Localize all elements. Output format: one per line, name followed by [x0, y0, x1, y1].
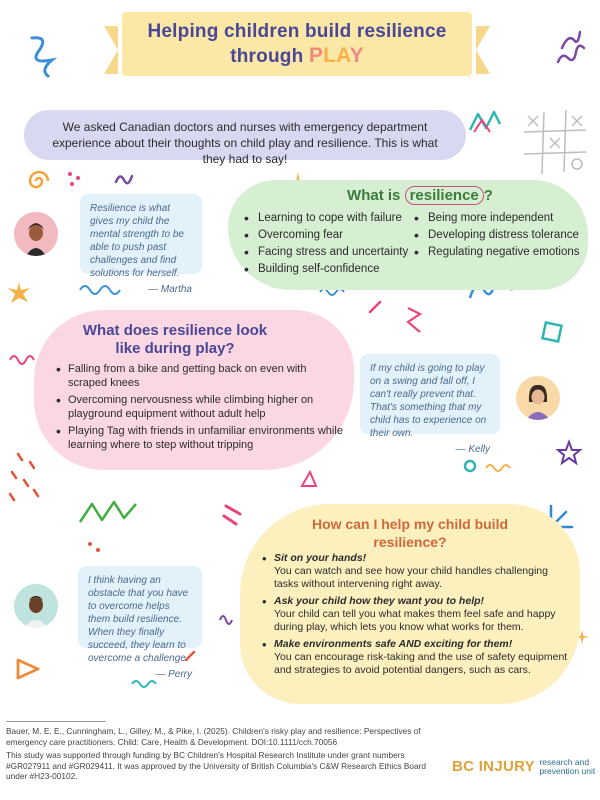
- list-item: • Regulating negative emotions: [414, 244, 580, 261]
- star-burst-icon: [6, 280, 32, 306]
- tip-heading: • Sit on your hands!: [274, 552, 367, 564]
- person-icon: [14, 212, 58, 256]
- quote-text: Resilience is what gives my child the mental strength to be able to push past challenges and find solutions for herself.: [90, 203, 184, 279]
- heading-prefix: What is: [347, 187, 401, 204]
- dots-pink-icon: [66, 170, 84, 188]
- logo-bc: BC: [452, 758, 475, 776]
- page-title-line2: [122, 44, 472, 69]
- logo-sub-line1: research and: [539, 757, 590, 767]
- title-play-letter: Y: [349, 44, 364, 67]
- quote-kelly: [360, 354, 500, 455]
- dashes-red-icon: [4, 450, 44, 510]
- tip-heading: • Make environments safe AND exciting for them!: [274, 638, 513, 650]
- title-through: through: [230, 46, 304, 67]
- person-icon: [14, 584, 58, 628]
- help-tips: [262, 552, 572, 681]
- quote-perry: [78, 566, 202, 680]
- list-item: • Overcoming nervousness while climbing higher on playground equipment without adult help: [56, 393, 346, 421]
- wave-orange-icon: [484, 460, 514, 474]
- page-title-line1: Helping children build resilience: [147, 21, 447, 42]
- tip-body: You can watch and see how your child handles challenging tasks without intervening right away.: [274, 565, 548, 590]
- dashes-pink-icon: [222, 500, 246, 526]
- zigzag-teal-icon: [468, 108, 502, 134]
- quote-martha: [80, 194, 202, 295]
- avatar-kelly: [516, 376, 560, 420]
- resilience-list-col1: [244, 210, 408, 278]
- title-play-letter: A: [336, 44, 350, 67]
- zigzag-green-icon: [78, 496, 138, 532]
- logo-sub-line2: prevention unit: [539, 766, 596, 776]
- tip-item: [262, 552, 572, 591]
- title-banner: [122, 12, 472, 76]
- quote-author: — Martha: [148, 284, 192, 295]
- help-heading: How can I help my child build resilience?: [311, 516, 509, 550]
- tic-tac-toe-icon: [520, 108, 590, 178]
- avatar-perry: [14, 584, 58, 628]
- play-list: [56, 362, 346, 455]
- star-outline-icon: [556, 440, 582, 466]
- list-item: • Building self-confidence: [244, 261, 408, 278]
- triangle-pink-icon: [298, 468, 320, 490]
- resilience-word: resilience: [405, 186, 484, 205]
- list-item: • Overcoming fear: [244, 227, 408, 244]
- resilience-list-col2: [414, 210, 580, 261]
- resilience-heading: [320, 187, 520, 204]
- title-play-letter: L: [323, 44, 337, 67]
- squiggle-pink-icon: [8, 352, 36, 366]
- list-item: • Being more independent: [414, 210, 580, 227]
- avatar-martha: [14, 212, 58, 256]
- circle-teal-icon: [462, 458, 478, 474]
- tip-body: You can encourage risk-taking and the use of safety equipment and strategies to avoid potential dangers, such as cars.: [274, 651, 568, 676]
- squiggle-blue-icon: [28, 34, 58, 78]
- square-teal-icon: [540, 320, 564, 344]
- zigzag-pink-icon: [404, 304, 426, 336]
- quote-text: If my child is going to play on a swing and fall off, I can't really prevent that. That's something that my child has to experience on their own.: [370, 363, 487, 439]
- heading-suffix: ?: [483, 187, 493, 204]
- tip-heading: • Ask your child how they want you to help!: [274, 595, 485, 607]
- tip-item: [262, 595, 572, 634]
- list-item: • Learning to cope with failure: [244, 210, 408, 227]
- intro-text: We asked Canadian doctors and nurses with emergency department experience about their thoughts on child play and resilience. This is what they had to say!: [24, 110, 466, 160]
- tip-body: Your child can tell you what makes them feel safe and happy during play, which lets you know what works for them.: [274, 608, 556, 633]
- list-item: • Playing Tag with friends in unfamiliar environments while learning where to step without tripping: [56, 424, 346, 452]
- footer-divider: [6, 721, 106, 722]
- logo-subtitle: [539, 758, 595, 776]
- dots-red-icon: [86, 540, 102, 554]
- person-icon: [516, 376, 560, 420]
- play-heading: What does resilience look like during play?: [82, 322, 268, 357]
- footer: [6, 726, 436, 785]
- squiggle-purple-small-icon: [218, 610, 234, 624]
- title-play-letter: P: [308, 44, 324, 67]
- list-item: • Developing distress tolerance: [414, 227, 580, 244]
- list-item: • Facing stress and uncertainty: [244, 244, 408, 261]
- triangle-orange-icon: [14, 656, 42, 682]
- citation: Bauer, M. E. E., Cunningham, L., Gilley, M., & Pike, I. (2025). Children's risky play and resilience: Perspectives of emergency care practitioners. Child: Care, Health & Development. DOI:10.1111/cch.70056: [6, 726, 421, 747]
- tip-item: [262, 638, 572, 677]
- bc-injury-logo: [452, 758, 597, 782]
- list-item: • Falling from a bike and getting back on even with scraped knees: [56, 362, 346, 390]
- slash-pink-icon: [368, 300, 382, 314]
- quote-text: I think having an obstacle that you have to overcome helps them build resilience. When they finally succeed, they learn to overcome a challenge.: [88, 575, 189, 664]
- quote-author: — Perry: [155, 669, 192, 680]
- quote-author: — Kelly: [455, 444, 490, 455]
- coil-purple-icon: [552, 28, 586, 68]
- logo-injury: INJURY: [478, 758, 535, 776]
- spiral-orange-icon: [26, 168, 52, 194]
- squiggle-purple-icon: [114, 170, 136, 186]
- funding-note: This study was supported through funding by BC Children's Hospital Research Institute under grant numbers #GR027911 and #GR029411. It was approved by the University of British Columbia's C&W Research Ethics Board under #H23-00102.: [6, 750, 427, 781]
